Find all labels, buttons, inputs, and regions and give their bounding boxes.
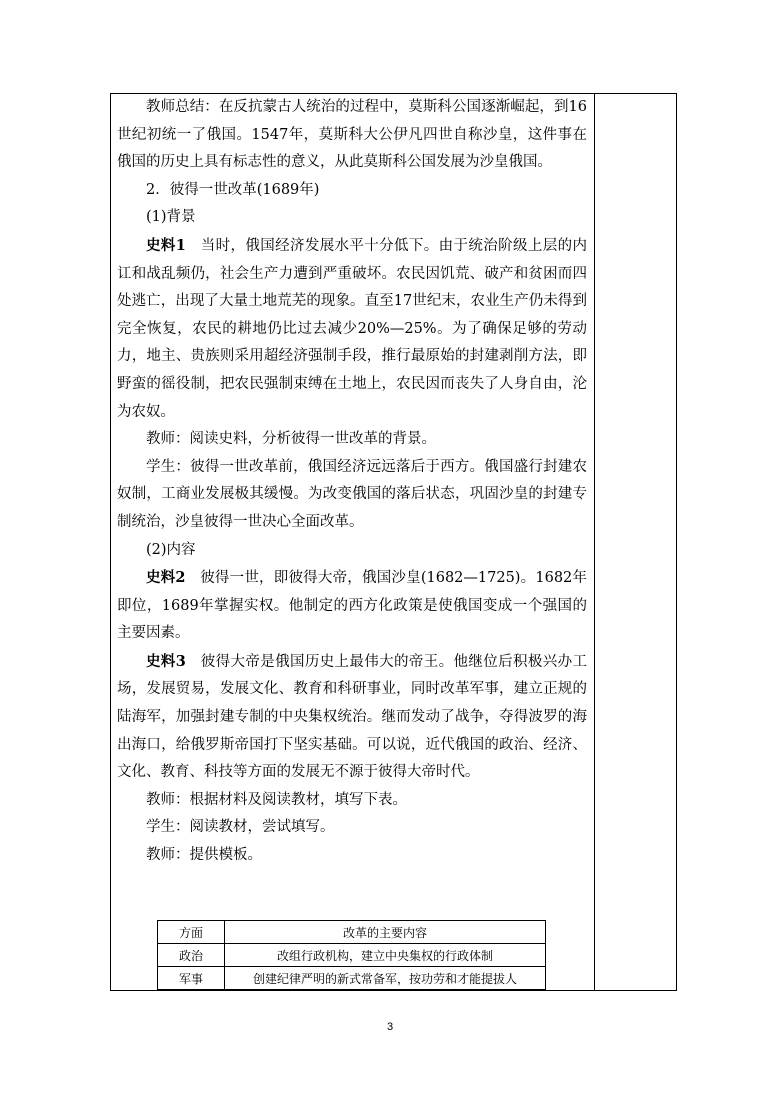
notes-column-divider bbox=[594, 93, 595, 991]
lesson-content bbox=[117, 94, 587, 870]
source-label: 史料2 bbox=[146, 569, 186, 587]
source-material-3: 史料3 彼得大帝是俄国历史上最伟大的帝王。他继位后积极兴办工场，发展贸易，发展文化、教育和科研事业，同时改革军事，建立正规的陆海军，加强封建专制的中央集权统治。继而发动了战争，夺得波罗的海出海口，给俄罗斯帝国打下坚实基础。可以说，近代俄国的政治、经济、文化、教育、科技等方面的发展无不源于彼得大帝时代。 bbox=[117, 652, 588, 781]
table-cell: 政治 bbox=[158, 944, 225, 967]
subheading-background: (1)背景 bbox=[146, 209, 196, 226]
paragraph-teacher-summary: 教师总结：在反抗蒙古人统治的过程中，莫斯科公国逐渐崛起，到16世纪初统一了俄国。1547年，莫斯科大公伊凡四世自称沙皇，这件事在俄国的历史上具有标志性的意义，从此莫斯科公国发展为沙皇俄国。 bbox=[117, 99, 587, 171]
paragraph-teacher-task: 教师：根据材料及阅读教材，填写下表。 bbox=[146, 791, 407, 808]
paragraph-teacher-prompt: 教师：阅读史料，分析彼得一世改革的背景。 bbox=[146, 431, 436, 448]
paragraph-teacher-template: 教师：提供模板。 bbox=[146, 847, 262, 864]
table-cell: 创建纪律严明的新式常备军，按功劳和才能提拔人 bbox=[225, 967, 546, 990]
table-row bbox=[158, 944, 546, 967]
subheading-content: (2)内容 bbox=[146, 541, 196, 558]
paragraph-student-task: 学生：阅读教材，尝试填写。 bbox=[146, 819, 335, 836]
reform-content-table bbox=[157, 920, 546, 990]
source-material-1: 史料1 当时，俄国经济发展水平十分低下。由于统治阶级上层的内讧和战乱频仍，社会生产力遭到严重破坏。农民因饥荒、破产和贫困而四处逃亡，出现了大量土地荒芜的现象。直至17世纪末，农业生产仍未得到完全恢复，农民的耕地仍比过去减少20%—25%。为了确保足够的劳动力，地主、贵族则采用超经济强制手段，推行最原始的封建剥削方法，即野蛮的徭役制，把农民强制束缚在土地上，农民因而丧失了人身自由，沦为农奴。 bbox=[117, 236, 588, 420]
heading-peter-reform: 2．彼得一世改革(1689年) bbox=[146, 181, 320, 198]
table-header-row bbox=[158, 921, 546, 944]
table-header-cell: 方面 bbox=[158, 921, 225, 944]
source-label: 史料3 bbox=[146, 652, 186, 670]
table-cell: 改组行政机构，建立中央集权的行政体制 bbox=[225, 944, 546, 967]
page-number: 3 bbox=[386, 1021, 394, 1033]
source-label: 史料1 bbox=[146, 236, 186, 254]
source-material-2: 史料2 彼得一世，即彼得大帝，俄国沙皇(1682—1725)。1682年即位，1689年掌握实权。他制定的西方化政策是使俄国变成一个强国的主要因素。 bbox=[117, 569, 587, 642]
table-header-cell: 改革的主要内容 bbox=[225, 921, 546, 944]
table-cell: 军事 bbox=[158, 967, 225, 990]
paragraph-student-answer: 学生：彼得一世改革前，俄国经济远远落后于西方。俄国盛行封建农奴制，工商业发展极其缓慢。为改变俄国的落后状态，巩固沙皇的封建专制统治，沙皇彼得一世决心全面改革。 bbox=[117, 458, 587, 530]
table-row bbox=[158, 967, 546, 990]
